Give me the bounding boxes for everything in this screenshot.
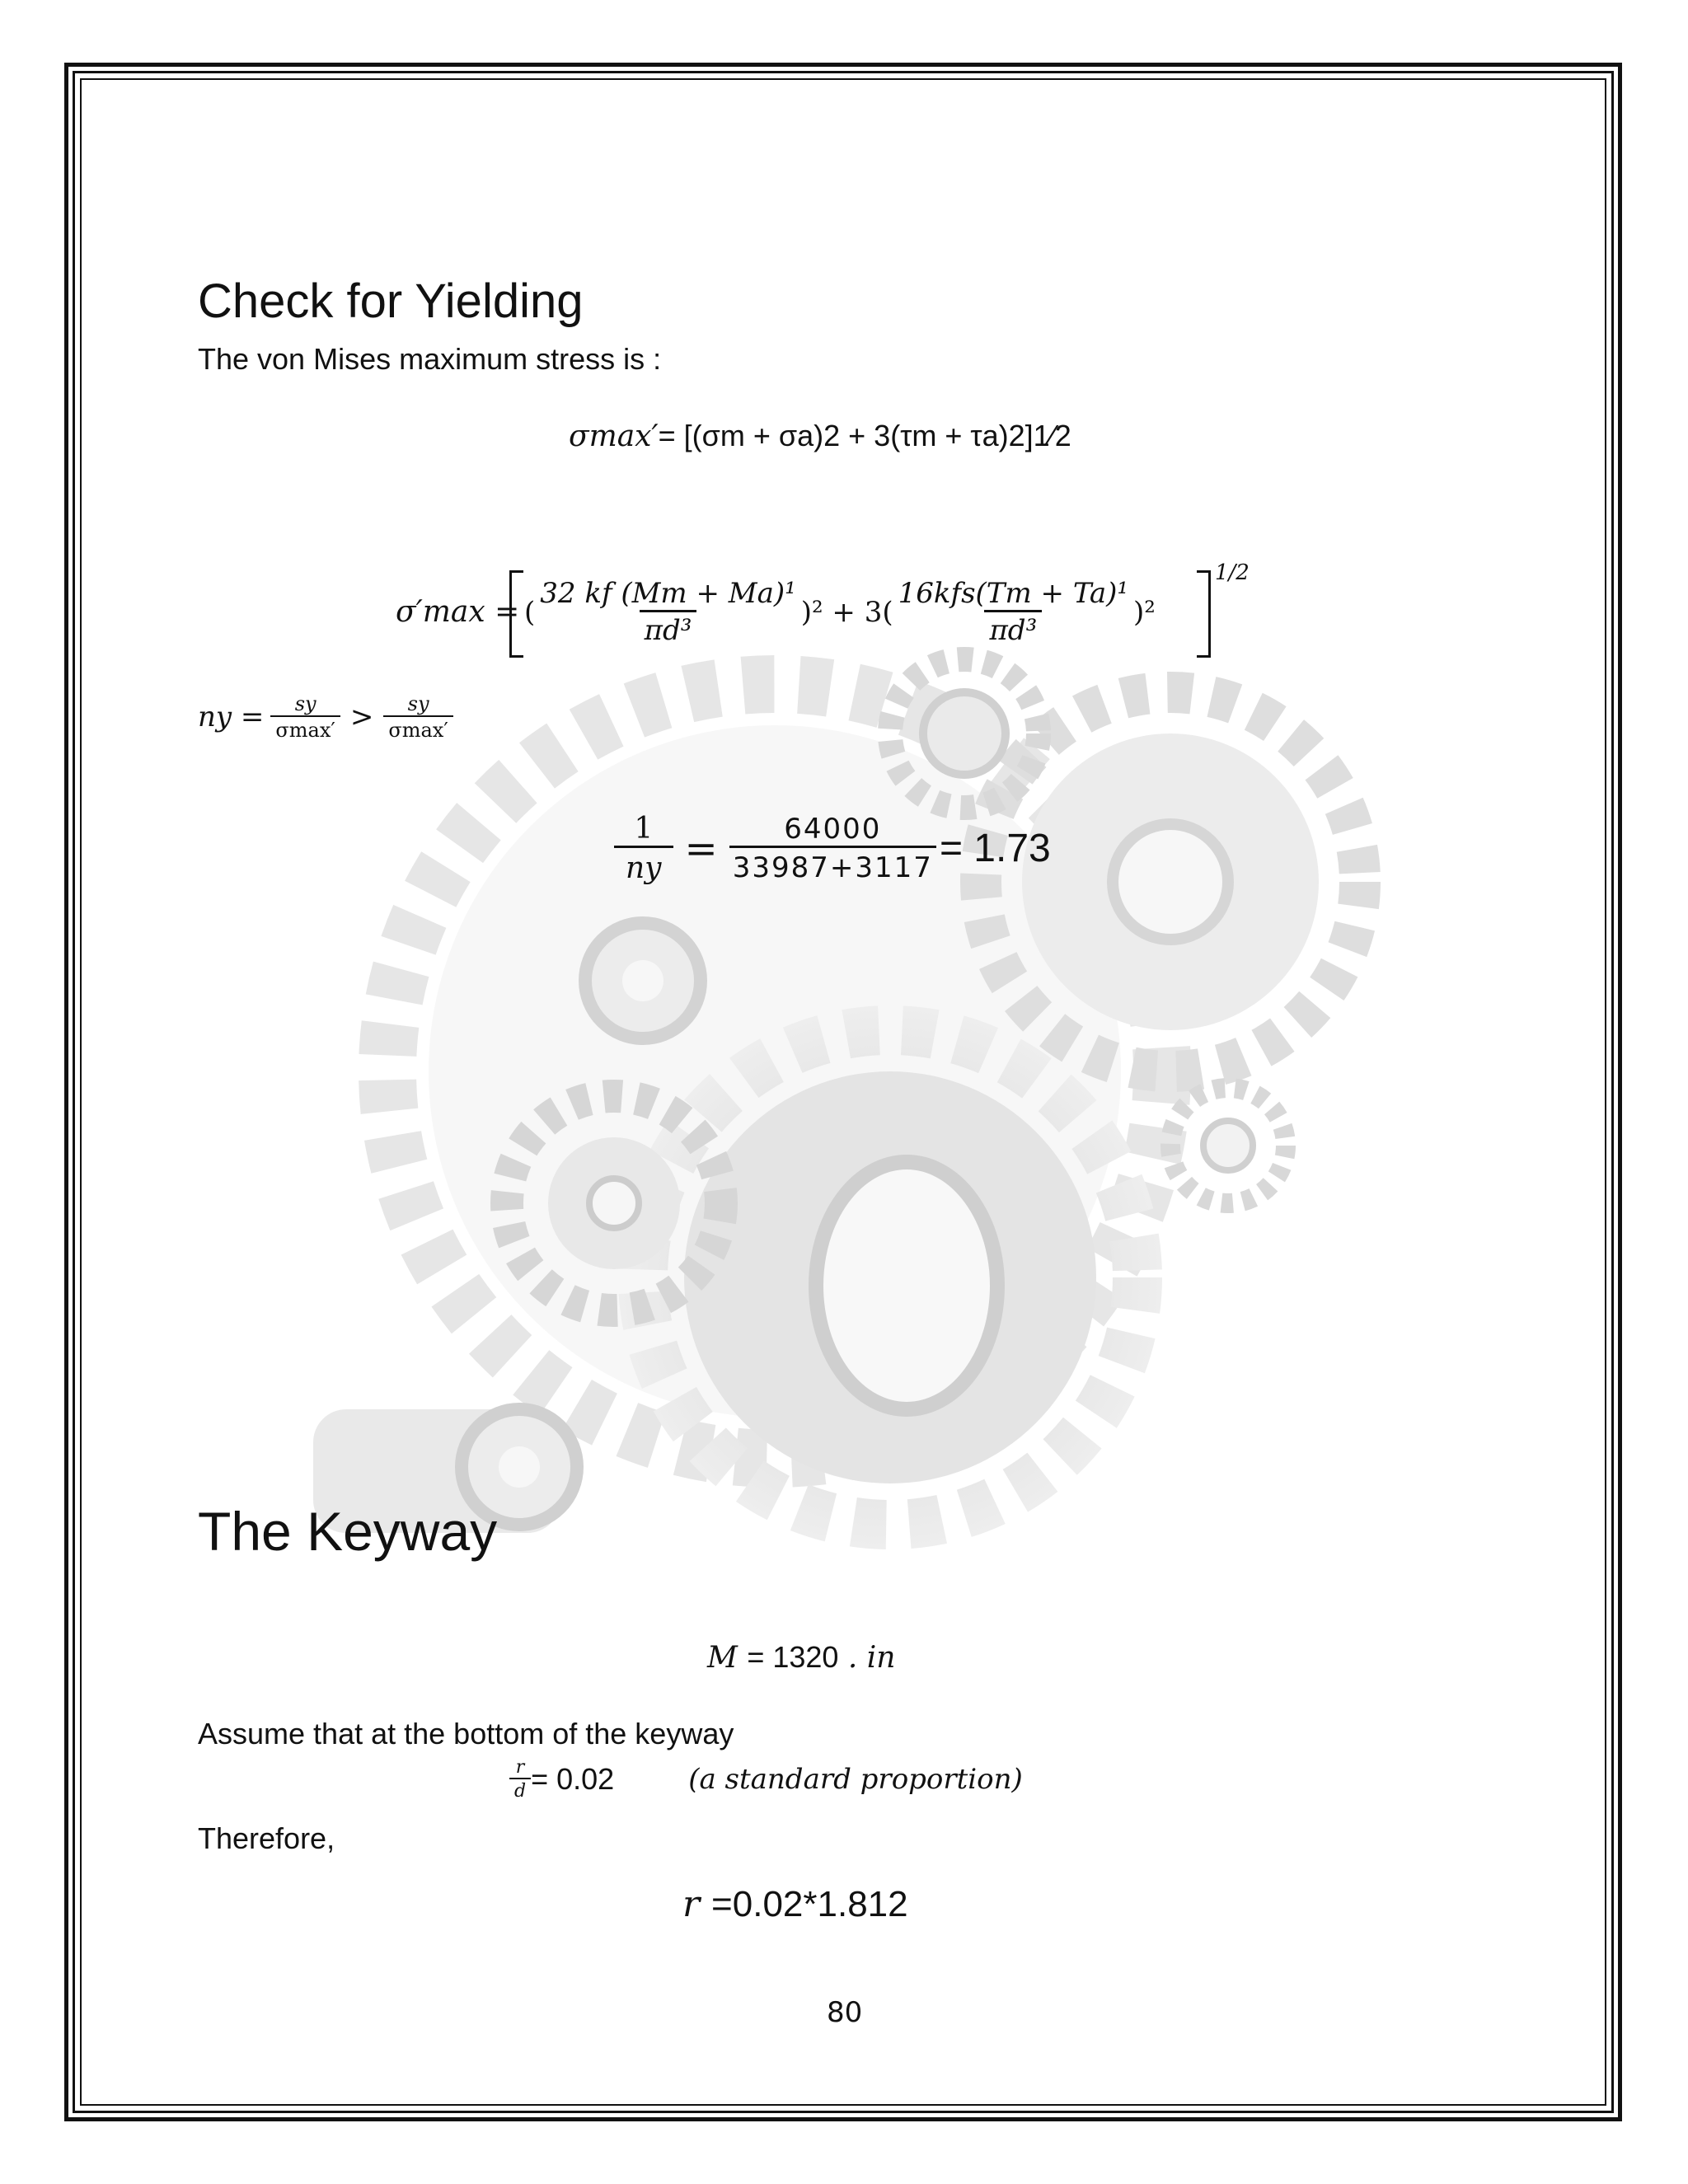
eq4-frac2-num: 64000 (784, 813, 882, 846)
eq2-frac2-num: 16kfs(Tm + Ta)¹ (898, 577, 1129, 610)
eq4-result-value: = 1.73 (939, 827, 1051, 870)
eq6-ratio (509, 1757, 1023, 1802)
eq2-fraction-1 (535, 577, 800, 647)
von-mises-equation (569, 419, 1071, 453)
eq2-frac2-den: πd³ (984, 610, 1042, 647)
eq2-frac1-num: 32 kf (Mm + Ma)¹ (540, 577, 796, 610)
eq6-value: = 0.02 (531, 1762, 615, 1796)
page-number: 80 (827, 1996, 863, 2029)
eq4-frac2-den: 33987+3117 (729, 846, 936, 884)
heading-the-keyway: The Keyway (198, 1501, 498, 1562)
eq2-left-bracket (509, 570, 523, 658)
eq2-fraction-2 (893, 577, 1133, 647)
eq4-fraction-1 (614, 812, 673, 885)
eq6-note: (a standard proportion) (688, 1763, 1023, 1796)
eq3-frac1-den: σmax′ (270, 715, 340, 742)
eq7-radius (682, 1883, 908, 1925)
eq2-exponent: 1/2 (1215, 560, 1250, 585)
gears-watermark-image (313, 643, 1401, 1599)
eq2-open-paren: ( (524, 595, 536, 629)
therefore-text: Therefore, (198, 1821, 335, 1855)
eq7-value: =0.02*1.812 (711, 1884, 908, 1924)
eq3-frac2-num: sy (407, 692, 429, 715)
assume-text: Assume that at the bottom of the keyway (198, 1717, 734, 1750)
intro-text: The von Mises maximum stress is : (198, 342, 662, 376)
eq4-equals: = (684, 825, 718, 872)
eq2-frac1-den: πd³ (640, 610, 697, 647)
eq6-frac-num: r (515, 1757, 525, 1778)
eq4-frac1-den: ny (614, 846, 673, 885)
eq1-lhs: σmax′ (569, 419, 659, 453)
eq3-safety-factor (198, 692, 453, 742)
eq4-fraction-2 (729, 813, 936, 884)
eq4-frac1-num: 1 (634, 812, 654, 846)
eq5-value: = 1320 (747, 1640, 839, 1674)
eq4-result (614, 812, 1051, 885)
eq2-mid: )² + 3( (800, 595, 893, 629)
eq3-operator: > (349, 701, 374, 733)
eq3-frac2-den: σmax′ (383, 715, 452, 742)
eq3-fraction-2 (383, 692, 452, 742)
eq2-right-bracket (1197, 570, 1211, 658)
eq3-fraction-1 (270, 692, 340, 742)
heading-check-for-yielding: Check for Yielding (198, 274, 584, 328)
eq5-unit: . in (847, 1641, 896, 1675)
eq5-var: M (707, 1641, 738, 1675)
eq6-fraction (509, 1757, 531, 1802)
eq3-lhs: ny = (198, 701, 265, 733)
eq2-close: )² (1133, 595, 1156, 629)
eq2-lhs: σ′max = (396, 595, 520, 629)
eq2-body (524, 577, 1156, 647)
eq5-moment (707, 1640, 896, 1675)
eq6-frac-den: d (509, 1778, 531, 1802)
eq7-var: r (682, 1883, 701, 1925)
eq1-rhs: = [(σm + σa)2 + 3(τm + τa)2]1⁄2 (658, 419, 1071, 452)
eq3-frac1-num: sy (294, 692, 316, 715)
